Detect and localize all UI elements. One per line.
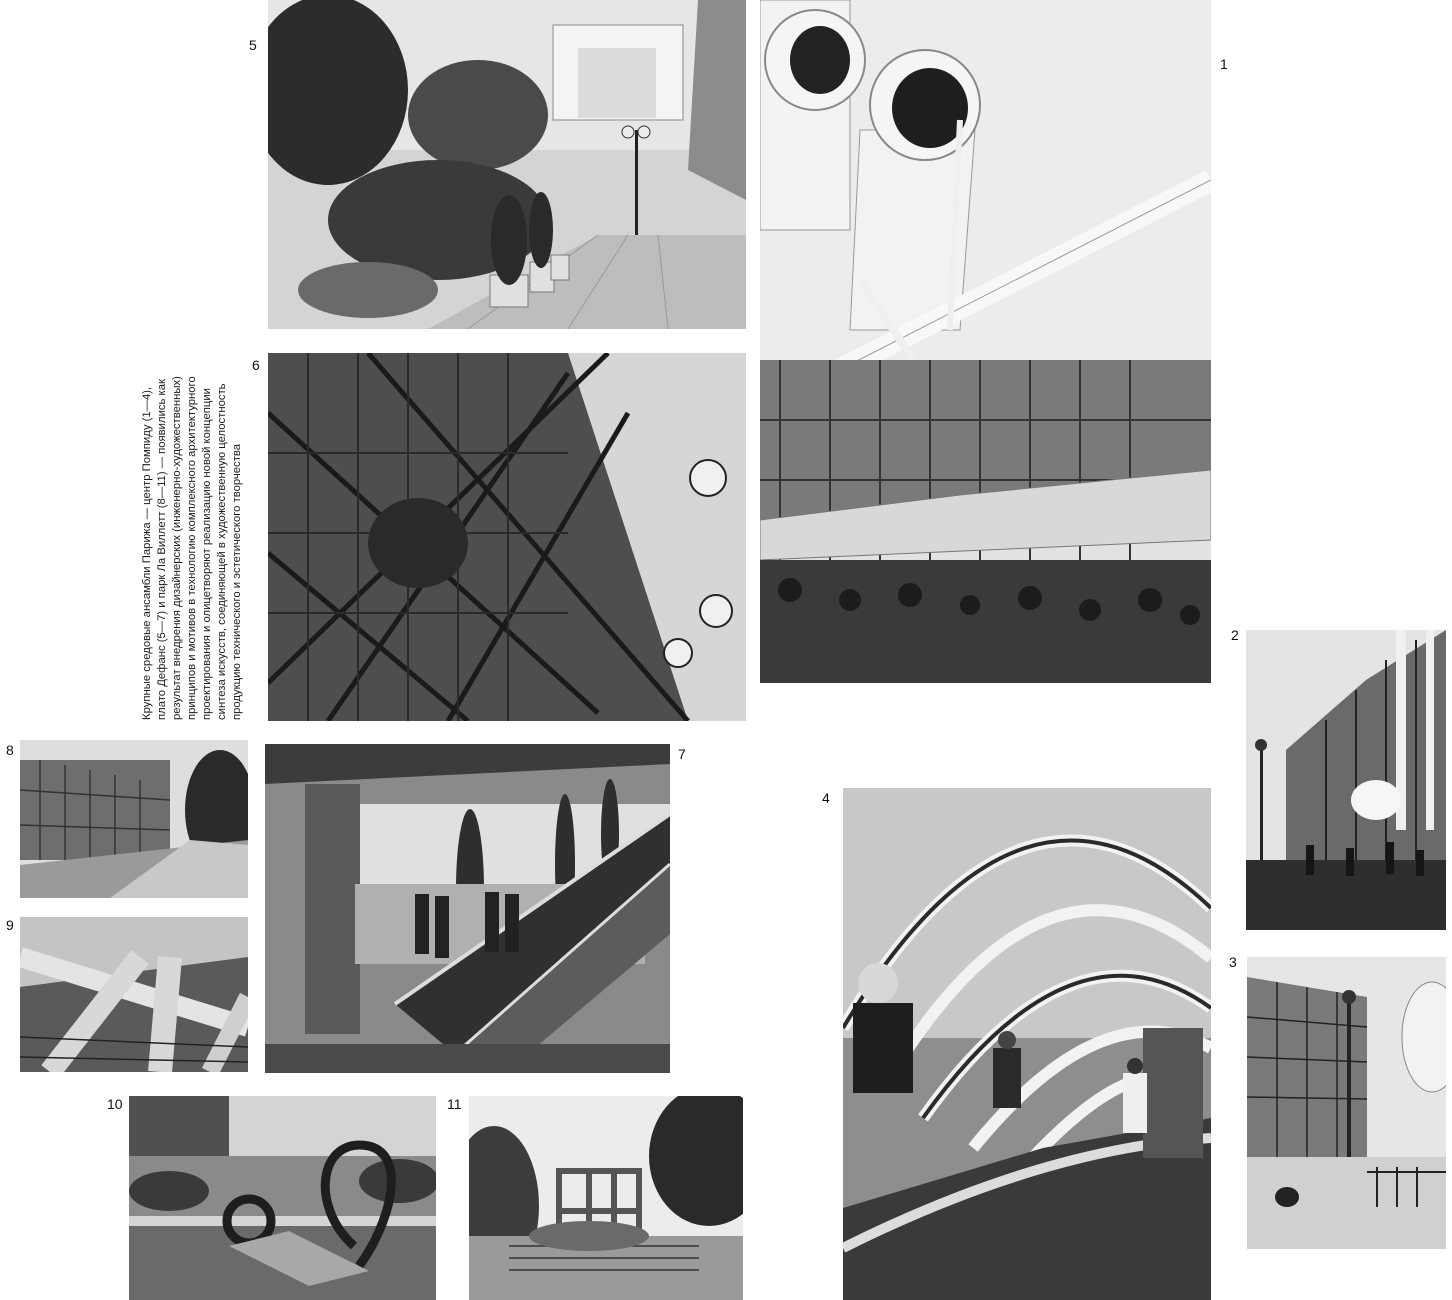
figure-number-3: 3 — [1229, 954, 1237, 970]
caption-line: синтеза искусств, соединяющей в художественную целостность — [216, 383, 228, 720]
photo-4 — [843, 788, 1211, 1300]
caption-line: плато Дефанс (5—7) и парк Ла Виллетт (8—11) — появились как — [156, 379, 168, 720]
photo-8 — [20, 740, 248, 898]
figure-number-8: 8 — [6, 742, 14, 758]
photo-11 — [469, 1096, 743, 1300]
photo-3 — [1247, 957, 1446, 1249]
figure-number-10: 10 — [107, 1096, 123, 1112]
caption-line: проектирования и олицетворяют реализацию новой концепции — [201, 388, 213, 720]
photo-9 — [20, 917, 248, 1072]
figure-number-5: 5 — [249, 37, 257, 53]
photo-6 — [268, 353, 746, 721]
photo-2 — [1246, 630, 1446, 930]
caption-line: продукцию технического и эстетического творчества — [231, 443, 243, 720]
figure-number-1: 1 — [1220, 56, 1228, 72]
photo-7 — [265, 744, 670, 1073]
caption-line: Крупные средовые ансамбли Парижа — центр Помпиду (1—4), — [141, 386, 153, 720]
figure-number-7: 7 — [678, 746, 686, 762]
figure-number-6: 6 — [252, 357, 260, 373]
caption — [140, 340, 245, 720]
photo-5 — [268, 0, 746, 329]
figure-number-11: 11 — [447, 1096, 462, 1112]
figure-number-9: 9 — [6, 917, 14, 933]
photo-10 — [129, 1096, 436, 1300]
caption-line: принципов и мотивов в технологию комплексного архитектурного — [186, 376, 198, 720]
figure-number-4: 4 — [822, 790, 830, 806]
figure-number-2: 2 — [1231, 627, 1239, 643]
photo-1 — [760, 0, 1211, 683]
caption-line: результат внедрения дизайнерских (инженерно-художественных) — [171, 376, 183, 720]
